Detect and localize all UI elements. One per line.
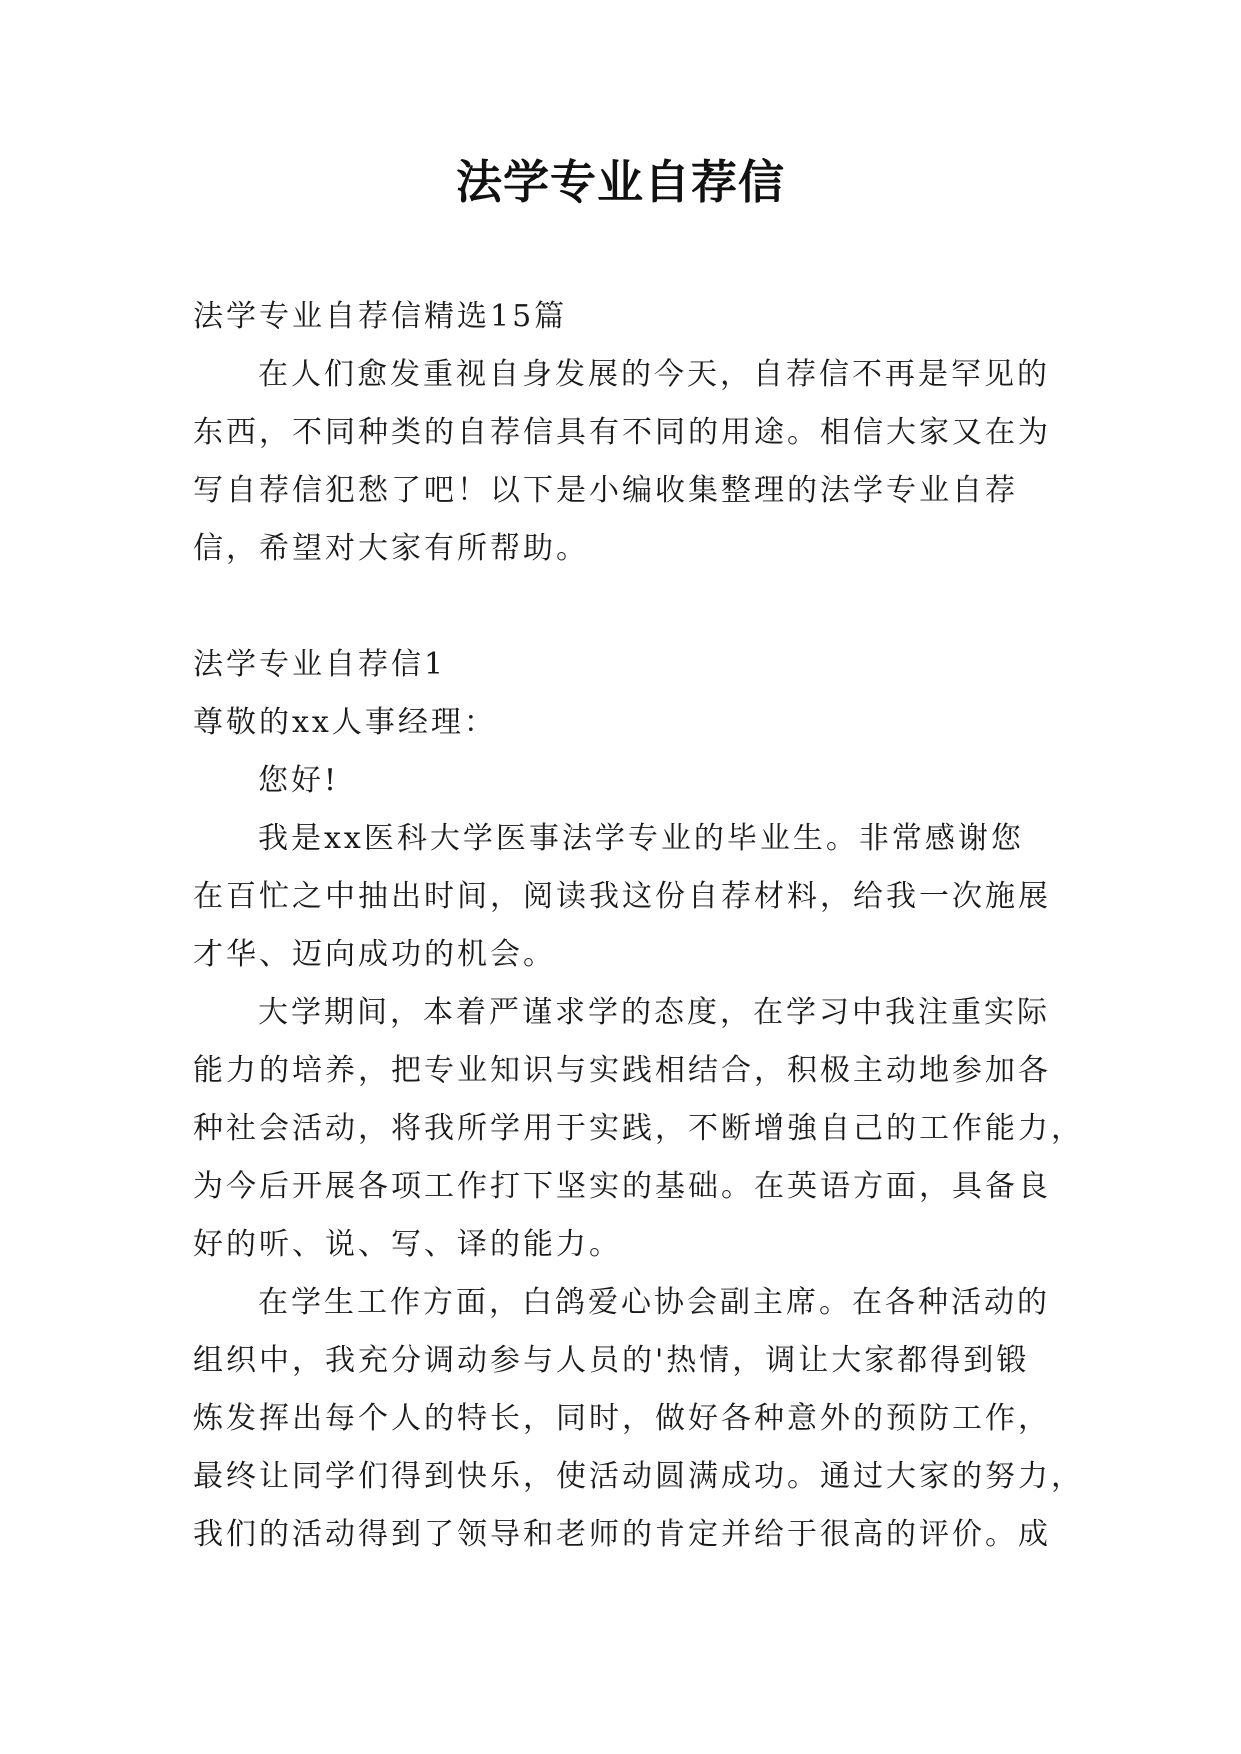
document-body [193,288,1084,1564]
salutation: 尊敬的xx人事经理： [193,705,497,740]
paragraph1-line-2: 在百忙之中抽出时间，阅读我这份自荐材料，给我一次施展 [193,879,1051,914]
paragraph-gap [193,578,1057,636]
intro-line-1: 在人们愈发重视自身发展的今天，自荐信不再是罕见的 [258,357,1050,392]
paragraph2-line-4: 为今后开展各项工作打下坚实的基础。在英语方面，具备良 [193,1169,1051,1204]
greeting: 您好! [258,763,340,798]
paragraph2-line-1: 大学期间，本着严谨求学的态度，在学习中我注重实际 [258,995,1050,1030]
paragraph3-line-3: 炼发挥出每个人的特长，同时，做好各种意外的预防工作， [193,1401,1051,1436]
subtitle: 法学专业自荐信精选15篇 [193,299,568,334]
document-title: 法学专业自荐信 [456,155,785,209]
paragraph2-line-3: 种社会活动，将我所学用于实践，不断增強自己的工作能力， [193,1111,1084,1146]
paragraph3-line-2: 组织中，我充分调动参与人员的'热情，调让大家都得到锻 [193,1343,1030,1378]
paragraph2-line-2: 能力的培养，把专业知识与实践相结合，积极主动地参加各 [193,1053,1051,1088]
paragraph1-line-3: 才华、迈向成功的机会。 [193,937,556,972]
paragraph3-line-1: 在学生工作方面，白鸽爱心协会副主席。在各种活动的 [258,1285,1050,1320]
intro-line-4: 信，希望对大家有所帮助。 [193,531,589,566]
paragraph3-line-4: 最终让同学们得到快乐，使活动圆满成功。通过大家的努力， [193,1459,1084,1494]
intro-line-2: 东西，不同种类的自荐信具有不同的用途。相信大家又在为 [193,415,1051,450]
paragraph1-line-1: 我是xx医科大学医事法学专业的毕业生。非常感谢您 [258,821,1024,856]
paragraph2-line-5: 好的听、说、写、译的能力。 [193,1227,622,1262]
intro-line-3: 写自荐信犯愁了吧！以下是小编收集整理的法学专业自荐 [193,473,1018,508]
section-heading: 法学专业自荐信1 [193,647,447,682]
paragraph3-line-5: 我们的活动得到了领导和老师的肯定并给于很高的评价。成 [193,1517,1051,1552]
